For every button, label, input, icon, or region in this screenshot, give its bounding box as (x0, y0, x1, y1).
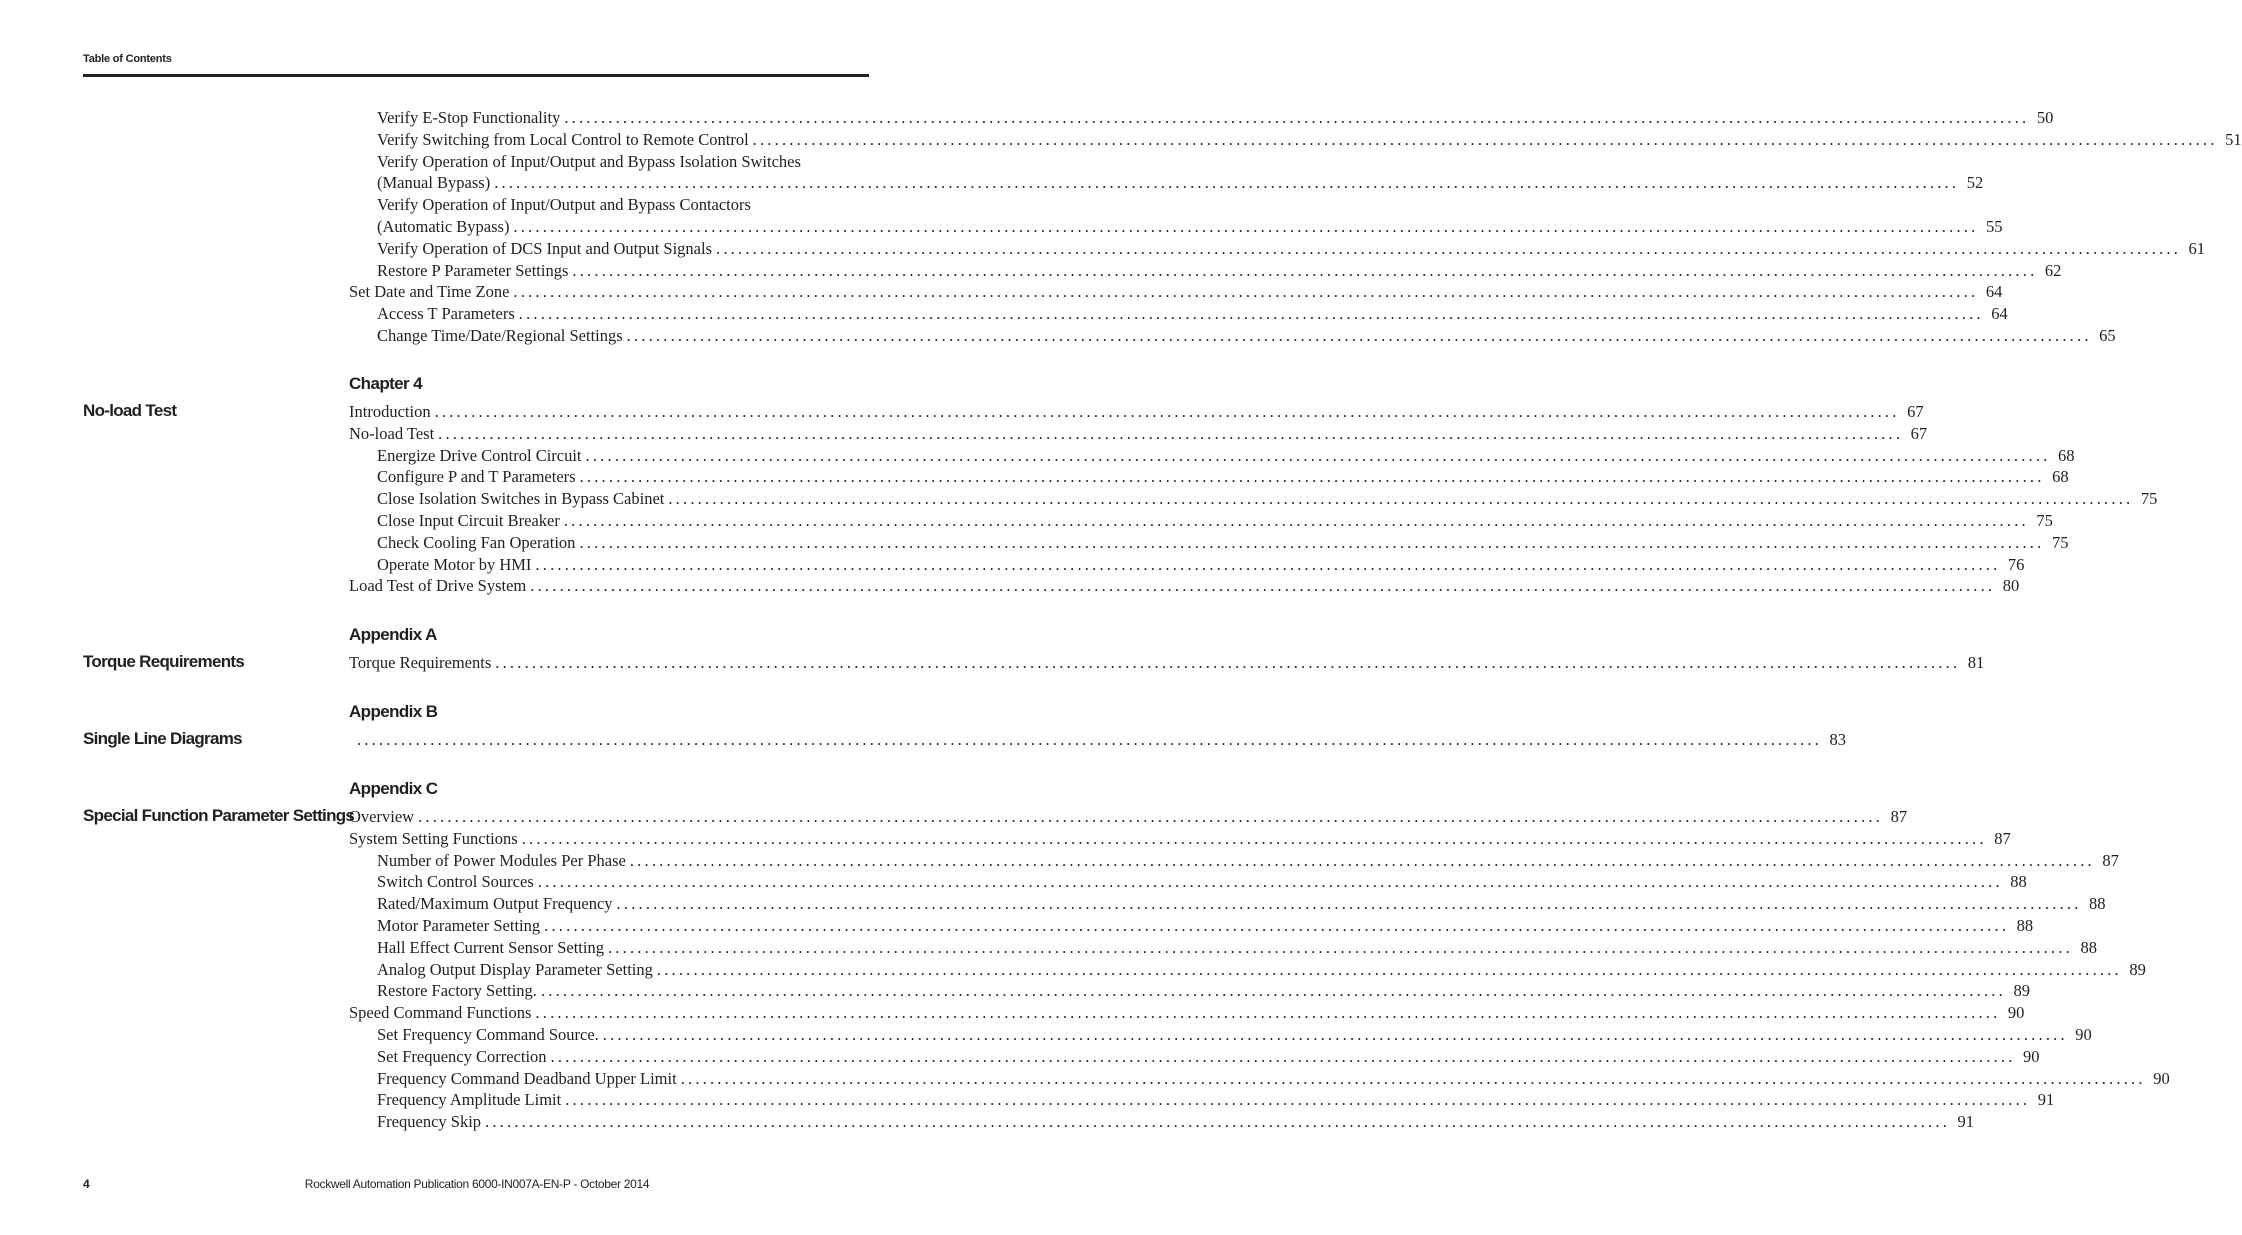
toc-entry-title: Number of Power Modules Per Phase (377, 850, 626, 870)
toc-entry[interactable] (377, 445, 2075, 467)
toc-entry[interactable] (377, 466, 2069, 488)
dot-leader: ........................................................................................................................................................................................................ (602, 1025, 2068, 1044)
toc-page-number: 89 (2013, 981, 2030, 1001)
dot-leader: ........................................................................................................................................................................................................ (616, 894, 2082, 914)
dot-leader: ........................................................................................................................................................................................................ (540, 981, 2006, 1001)
toc-entry-title: Torque Requirements (349, 653, 492, 672)
dot-leader: ........................................................................................................................................................................................................ (357, 730, 1822, 749)
toc-entry[interactable] (377, 915, 2034, 937)
dot-leader: ........................................................................................................................................................................................................ (518, 304, 1984, 324)
dot-leader: ........................................................................................................................................................................................................ (434, 402, 1900, 421)
dot-leader: ........................................................................................................................................................................................................ (438, 423, 1904, 443)
toc-entry[interactable] (377, 871, 2027, 893)
toc-entry-title: Frequency Command Deadband Upper Limit (377, 1068, 677, 1088)
toc-page-number: 90 (2007, 1003, 2025, 1023)
toc-entry-title: Set Date and Time Zone (349, 282, 510, 302)
dot-leader: ........................................................................................................................................................................................................ (565, 1090, 2031, 1110)
dot-leader: ........................................................................................................................................................................................................ (579, 532, 2045, 552)
toc-entry-title: Set Frequency Correction (377, 1046, 547, 1066)
toc-page-number: 88 (2089, 894, 2106, 914)
toc-entry-line: Verify Operation of Input/Output and Bypass Contactors (377, 195, 751, 215)
section-heading: Chapter 4 (349, 374, 423, 393)
toc-entry[interactable] (377, 1089, 2055, 1111)
toc-entry-title: Operate Motor by HMI (377, 554, 532, 574)
toc-entry-title: Analog Output Display Parameter Setting (377, 959, 653, 979)
toc-entry[interactable] (377, 216, 2003, 238)
toc-page-number: 90 (2075, 1025, 2092, 1044)
toc-entry[interactable] (349, 828, 2011, 850)
toc-entry-title: Verify Operation of DCS Input and Output Signals (377, 238, 713, 258)
toc-entry[interactable] (349, 423, 1928, 445)
toc-page-number: 51 (2225, 129, 2242, 149)
toc-entry-title: Load Test of Drive System (349, 576, 527, 596)
toc-entry[interactable] (353, 729, 1846, 751)
chapter-title: Special Function Parameter Settings (83, 806, 355, 825)
toc-entry-title: Change Time/Date/Regional Settings (377, 326, 623, 345)
dot-leader: ........................................................................................................................................................................................................ (668, 489, 2134, 509)
toc-entry[interactable] (349, 652, 1985, 674)
toc-entry[interactable] (377, 1024, 2092, 1046)
dot-leader: ........................................................................................................................................................................................................ (656, 959, 2122, 979)
toc-page-number: 52 (1966, 173, 1984, 193)
toc-entry-title: Close Isolation Switches in Bypass Cabinet (377, 489, 665, 509)
toc-entry[interactable] (377, 1068, 2170, 1090)
toc-page-number: 65 (2099, 326, 2116, 345)
toc-entry-title: Overview (349, 807, 415, 826)
toc-page-number: 64 (1991, 304, 2008, 324)
dot-leader: ........................................................................................................................................................................................................ (418, 807, 1884, 826)
toc-entry[interactable] (349, 1002, 2025, 1024)
toc-page-number: 61 (2188, 238, 2206, 258)
toc-page-number: 87 (1890, 807, 1908, 826)
toc-page-number: 75 (2140, 489, 2158, 509)
toc-page-number: 88 (2010, 872, 2027, 892)
toc-entry[interactable] (349, 401, 1924, 423)
toc-page-number: 76 (2007, 554, 2025, 574)
dot-leader: ........................................................................................................................................................................................................ (680, 1068, 2146, 1088)
toc-entry[interactable] (377, 510, 2053, 532)
toc-entry[interactable] (377, 850, 2119, 872)
toc-page-number: 75 (2036, 511, 2053, 530)
toc-entry[interactable] (349, 575, 2020, 597)
chapter-title: Torque Requirements (83, 652, 245, 671)
toc-page-number: 50 (2036, 108, 2054, 127)
toc-entry-title: No-load Test (349, 423, 435, 443)
toc-entry[interactable] (377, 959, 2146, 981)
toc-entry[interactable] (377, 1111, 1975, 1133)
toc-entry-title: Set Frequency Command Source. (377, 1025, 599, 1044)
running-header-title: Table of Contents (83, 53, 172, 65)
chapter-title: Single Line Diagrams (83, 729, 242, 748)
toc-page-number: 87 (2102, 850, 2119, 870)
toc-entry-title: Speed Command Functions (349, 1003, 532, 1023)
dot-leader: ........................................................................................................................................................................................................ (521, 828, 1987, 848)
toc-entry[interactable] (377, 325, 2116, 347)
dot-leader: ........................................................................................................................................................................................................ (550, 1046, 2016, 1066)
toc-entry[interactable] (377, 937, 2097, 959)
dot-leader: ........................................................................................................................................................................................................ (585, 445, 2051, 465)
toc-entry[interactable] (377, 532, 2069, 554)
toc-page-number: 90 (2153, 1068, 2170, 1088)
dot-leader: ........................................................................................................................................................................................................ (544, 916, 2010, 935)
toc-entry[interactable] (377, 554, 2025, 576)
toc-entry-title: Switch Control Sources (377, 872, 534, 892)
dot-leader: ........................................................................................................................................................................................................ (513, 217, 1979, 236)
toc-entry-title: Rated/Maximum Output Frequency (377, 894, 613, 914)
toc-entry-title: (Manual Bypass) (377, 173, 491, 193)
toc-entry[interactable] (377, 303, 2008, 325)
toc-entry[interactable] (377, 893, 2106, 915)
dot-leader: ........................................................................................................................................................................................................ (535, 1003, 2001, 1023)
dot-leader: ........................................................................................................................................................................................................ (537, 872, 2003, 892)
dot-leader: ........................................................................................................................................................................................................ (579, 467, 2045, 487)
toc-page-number: 89 (2129, 959, 2146, 979)
toc-entry-title: System Setting Functions (349, 828, 518, 848)
dot-leader: ........................................................................................................................................................................................................ (513, 282, 1979, 302)
toc-entry-title: Close Input Circuit Breaker (377, 511, 560, 530)
toc-page-number: 83 (1829, 730, 1846, 749)
dot-leader: ........................................................................................................................................................................................................ (535, 554, 2001, 574)
dot-leader: ........................................................................................................................................................................................................ (607, 937, 2073, 957)
toc-page-number: 88 (2080, 937, 2097, 957)
toc-entry[interactable] (349, 806, 1908, 828)
toc-entry[interactable] (377, 129, 2242, 151)
toc-entry-title: Introduction (349, 402, 431, 421)
toc-entry[interactable] (377, 238, 2206, 260)
toc-page-number: 90 (2023, 1046, 2040, 1066)
toc-entry-title: Restore Factory Setting. (377, 981, 537, 1001)
toc-entry-line: Verify Operation of Input/Output and Bypass Isolation Switches (377, 151, 801, 171)
section-heading: Appendix B (349, 702, 438, 721)
toc-page-number: 64 (1985, 282, 2003, 302)
dot-leader: ........................................................................................................................................................................................................ (626, 326, 2092, 345)
toc-entry[interactable] (377, 1046, 2040, 1068)
dot-leader: ........................................................................................................................................................................................................ (752, 129, 2218, 149)
toc-entry[interactable] (377, 980, 2030, 1002)
toc-entry-title: (Automatic Bypass) (377, 217, 510, 236)
toc-page-number: 75 (2051, 532, 2069, 552)
chapter-title: No-load Test (83, 401, 177, 420)
section-heading: Appendix C (349, 779, 438, 798)
toc-page-number: 55 (1985, 217, 2003, 236)
toc-entry-title: Access T Parameters (377, 304, 515, 324)
dot-leader: ........................................................................................................................................................................................................ (495, 653, 1961, 672)
toc-page-number: 87 (1994, 828, 2011, 848)
toc-page-number: 88 (2016, 916, 2034, 935)
section-heading: Appendix A (349, 625, 437, 644)
toc-entry-title: Frequency Amplitude Limit (377, 1090, 562, 1110)
dot-leader: ........................................................................................................................................................................................................ (564, 108, 2030, 127)
toc-page-number: 68 (2052, 467, 2069, 487)
toc-entry-title: Verify E-Stop Functionality (377, 108, 561, 127)
dot-leader: ........................................................................................................................................................................................................ (563, 511, 2029, 530)
toc-entry-title: Motor Parameter Setting (377, 916, 541, 935)
toc-page-number: 81 (1967, 653, 1985, 672)
toc-entry[interactable] (377, 172, 1984, 194)
toc-entry-title: Energize Drive Control Circuit (377, 445, 582, 465)
toc-page-number: 80 (2002, 576, 2020, 596)
page-number: 4 (83, 1177, 90, 1191)
toc-entry[interactable] (377, 488, 2158, 510)
toc-entry[interactable] (349, 281, 2003, 303)
dot-leader: ........................................................................................................................................................................................................ (485, 1112, 1951, 1132)
toc-page-number: 67 (1907, 402, 1924, 421)
dot-leader: ........................................................................................................................................................................................................ (716, 238, 2182, 258)
toc-entry-title: Verify Switching from Local Control to Remote Control (377, 129, 749, 149)
toc-entry-title: Configure P and T Parameters (377, 467, 576, 487)
dot-leader: ........................................................................................................................................................................................................ (530, 576, 1996, 596)
dot-leader: ........................................................................................................................................................................................................ (494, 173, 1960, 193)
dot-leader: ........................................................................................................................................................................................................ (572, 260, 2038, 280)
toc-entry-title: Hall Effect Current Sensor Setting (377, 937, 604, 957)
publication-footer: Rockwell Automation Publication 6000-IN007A-EN-P - October 2014 (304, 1177, 650, 1191)
toc-entry-title: Restore P Parameter Settings (377, 260, 569, 280)
toc-page-number: 91 (1957, 1112, 1975, 1132)
toc-entry[interactable] (377, 260, 2062, 282)
toc-page-number: 67 (1910, 423, 1928, 443)
toc-entry-title: Check Cooling Fan Operation (377, 532, 576, 552)
toc-page-number: 68 (2058, 445, 2075, 465)
dot-leader: ........................................................................................................................................................................................................ (629, 850, 2095, 870)
toc-page-number: 91 (2037, 1090, 2055, 1110)
toc-entry[interactable] (377, 107, 2054, 129)
toc-entry-title: Frequency Skip (377, 1112, 482, 1132)
toc-page-number: 62 (2044, 260, 2062, 280)
